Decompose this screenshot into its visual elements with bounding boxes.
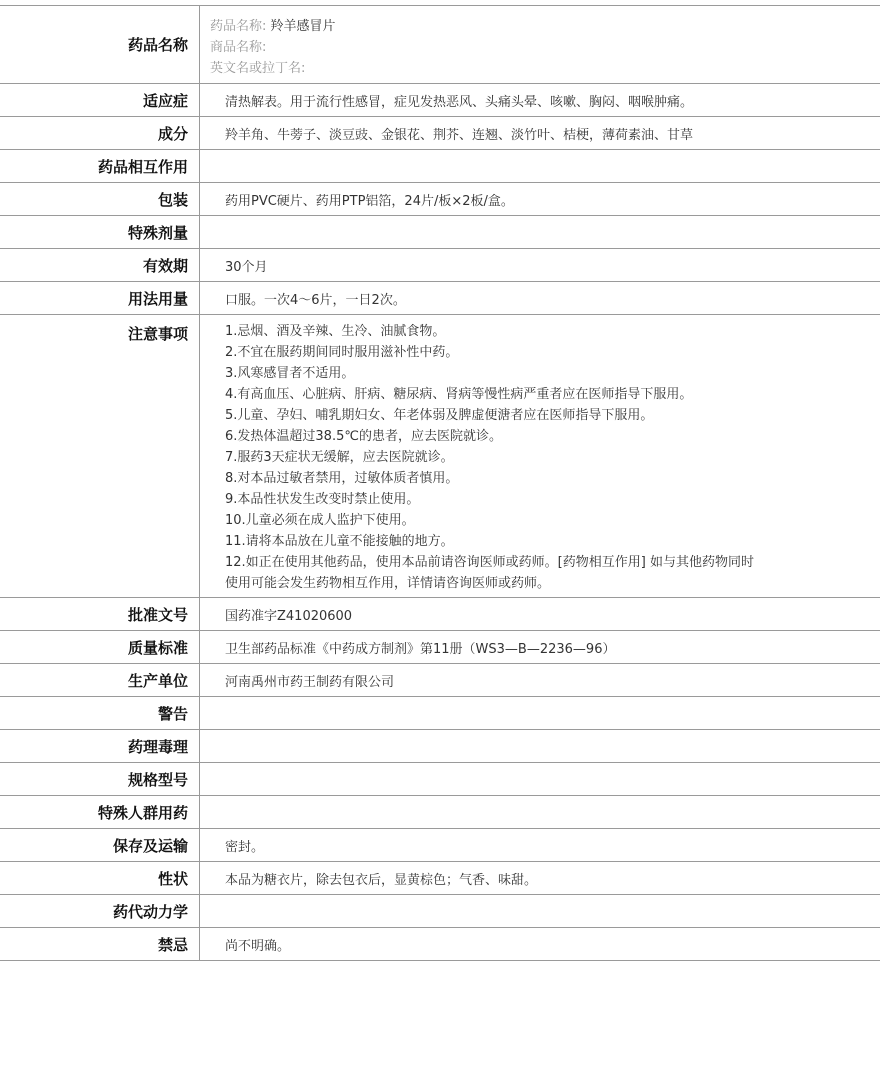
row-usage [0,282,880,315]
row-value: 30个月 [225,259,268,275]
row-label: 禁忌 [0,928,200,960]
drug-name-value: 羚羊感冒片 [270,19,336,34]
drug-info-table [0,5,880,961]
row-specification [0,763,880,796]
row-precautions [0,315,880,598]
row-value: 本品为糖衣片，除去包衣后，显黄棕色；气香、味甜。 [225,872,538,888]
row-special-population [0,796,880,829]
row-value [200,763,880,795]
row-label: 有效期 [0,249,200,281]
row-label: 用法用量 [0,282,200,314]
list-item: 3.风寒感冒者不适用。 [225,366,355,381]
name-block [200,6,336,83]
row-value [200,150,880,182]
row-label: 成分 [0,117,200,149]
row-drug-name [0,6,880,84]
row-label: 批准文号 [0,598,200,630]
row-label: 药代动力学 [0,895,200,927]
row-value [200,796,880,828]
trade-name-key: 商品名称: [210,40,267,55]
row-value: 国药准字Z41020600 [225,608,353,624]
list-item: 2.不宜在服药期间同时服用滋补性中药。 [225,345,459,360]
row-value: 卫生部药品标准《中药成方制剂》第11册（WS3—B—2236—96） [225,641,616,657]
row-label: 性状 [0,862,200,894]
list-item: 9.本品性状发生改变时禁止使用。 [225,492,420,507]
list-item: 5.儿童、孕妇、哺乳期妇女、年老体弱及脾虚便溏者应在医师指导下服用。 [225,408,654,423]
row-label: 注意事项 [0,315,200,597]
row-label: 包装 [0,183,200,215]
list-item: 1.忌烟、酒及辛辣、生冷、油腻食物。 [225,324,446,339]
english-name-key: 英文名或拉丁名: [210,61,306,76]
row-indication [0,84,880,117]
row-value [200,216,880,248]
row-label: 药品相互作用 [0,150,200,182]
row-warning [0,697,880,730]
row-label: 特殊剂量 [0,216,200,248]
row-value: 尚不明确。 [225,938,291,954]
row-label: 特殊人群用药 [0,796,200,828]
row-value [200,730,880,762]
row-value [200,697,880,729]
row-value: 药用PVC硬片、药用PTP铝箔，24片/板×2板/盒。 [225,193,514,209]
row-interactions [0,150,880,183]
row-value: 密封。 [225,839,265,855]
row-pharmacokinetics [0,895,880,928]
row-label: 保存及运输 [0,829,200,861]
row-special-dose [0,216,880,249]
row-value: 羚羊角、牛蒡子、淡豆豉、金银花、荆芥、连翘、淡竹叶、桔梗，薄荷素油、甘草 [225,127,694,143]
drug-name-key: 药品名称: [210,19,267,34]
row-label: 药品名称 [0,6,200,83]
row-pharmacology [0,730,880,763]
precautions-list [200,315,765,597]
row-value: 清热解表。用于流行性感冒，症见发热恶风、头痛头晕、咳嗽、胸闷、咽喉肿痛。 [225,94,694,110]
list-item: 12.如正在使用其他药品，使用本品前请咨询医师或药师。[药物相互作用] 如与其他药物同时使用可能会发生药物相互作用，详情请咨询医师或药师。 [225,555,754,591]
list-item: 8.对本品过敏者禁用，过敏体质者慎用。 [225,471,459,486]
row-contraindications [0,928,880,961]
row-description [0,862,880,895]
row-value: 河南禹州市药王制药有限公司 [225,674,395,690]
row-quality-standard [0,631,880,664]
row-ingredients [0,117,880,150]
row-label: 适应症 [0,84,200,116]
row-package [0,183,880,216]
list-item: 7.服药3天症状无缓解，应去医院就诊。 [225,450,454,465]
row-label: 生产单位 [0,664,200,696]
row-value [200,895,880,927]
row-label: 质量标准 [0,631,200,663]
row-label: 药理毒理 [0,730,200,762]
list-item: 11.请将本品放在儿童不能接触的地方。 [225,534,454,549]
row-expiry [0,249,880,282]
list-item: 4.有高血压、心脏病、肝病、糖尿病、肾病等慢性病严重者应在医师指导下服用。 [225,387,693,402]
row-approval-number [0,598,880,631]
list-item: 10.儿童必须在成人监护下使用。 [225,513,415,528]
row-value: 口服。一次4～6片，一日2次。 [225,292,406,308]
row-manufacturer [0,664,880,697]
row-storage [0,829,880,862]
row-label: 规格型号 [0,763,200,795]
row-label: 警告 [0,697,200,729]
list-item: 6.发热体温超过38.5℃的患者，应去医院就诊。 [225,429,502,444]
